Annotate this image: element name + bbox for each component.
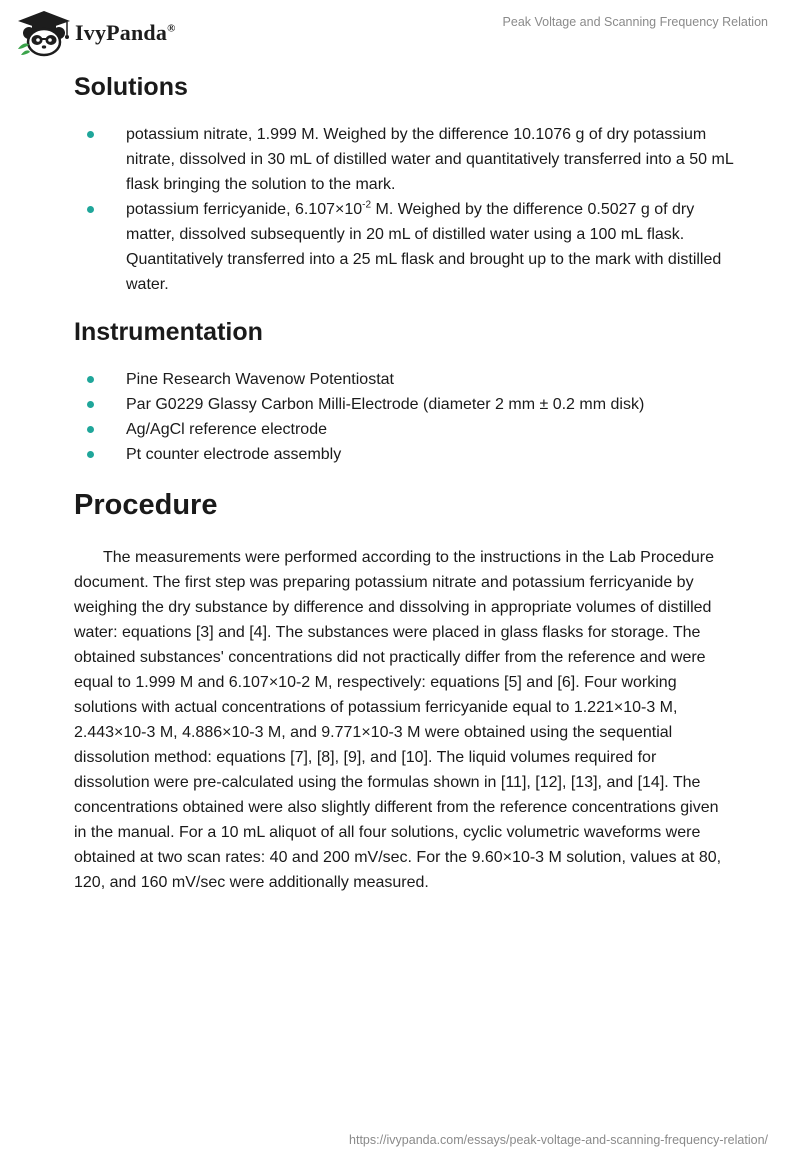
page-header	[0, 0, 800, 60]
source-url[interactable]: https://ivypanda.com/essays/peak-voltage-and-scanning-frequency-relation/	[349, 1133, 768, 1147]
registered-mark: ®	[167, 22, 176, 35]
instrumentation-heading: Instrumentation	[74, 318, 263, 346]
procedure-paragraph: The measurements were performed according to the instructions in the Lab Procedure document. The first step was preparing potassium nitrate and potassium ferricyanide by weighing the dry substance by difference and dissolving in appropriate volumes of distilled water: equations [3] and [4]. The substances were placed in glass flasks for storage. The obtained substances' concentrations did not practically differ from the reference and were equal to 1.999 M and 6.107×10-2 M, respectively: equations [5] and [6]. Four working solutions with actual concentrations of potassium ferricyanide equal to 1.221×10-3 M, 2.443×10-3 M, 4.886×10-3 M, and 9.771×10-3 M were obtained using the sequential dissolution method: equations [7], [8], [9], and [10]. The liquid volumes required for dissolution were pre-calculated using the formulas shown in [11], [12], [13], and [14]. The concentrations obtained were also slightly different from the reference concentrations given in the manual. For a 10 mL aliquot of all four solutions, cyclic volumetric waveforms were obtained at two scan rates: 40 and 200 mV/sec. For the 9.60×10-3 M solution, values at 80, 120, and 160 mV/sec were additionally measured.	[74, 549, 722, 891]
bullet-dot-icon	[87, 401, 94, 408]
solutions-list	[74, 122, 734, 297]
list-item	[74, 197, 734, 297]
procedure-heading: Procedure	[74, 489, 218, 521]
list-item-text: Ag/AgCl reference electrode	[126, 421, 327, 438]
document-title: Peak Voltage and Scanning Frequency Relation	[502, 15, 768, 29]
list-item	[74, 122, 734, 197]
bullet-dot-icon	[87, 376, 94, 383]
brand-name: IvyPanda®	[75, 20, 176, 45]
bullet-dot-icon	[87, 451, 94, 458]
bullet-dot-icon	[87, 426, 94, 433]
list-item-text-end: M. Weighed by the difference 0.5027 g of dry matter, dissolved subsequently in 20 mL of distilled water using a 100 mL flask. Quantitatively transferred into a 25 mL flask and brought up to the mark with distilled water.	[126, 201, 722, 293]
list-item	[74, 367, 734, 392]
list-item-text-start: potassium ferricyanide, 6.107×10	[126, 201, 363, 218]
list-item-text: potassium nitrate, 1.999 M. Weighed by the difference 10.1076 g of dry potassium nitrate, dissolved in 30 mL of distilled water and quantitatively transferred into a 50 mL flask bringing the solution to the mark.	[126, 126, 734, 193]
list-item-text: Pine Research Wavenow Potentiostat	[126, 371, 394, 388]
panda-graduate-logo-icon	[15, 9, 73, 57]
instrumentation-list	[74, 367, 734, 467]
ivypanda-logo[interactable]	[15, 9, 176, 57]
list-item	[74, 417, 734, 442]
bullet-dot-icon	[87, 206, 94, 213]
list-item-text: Par G0229 Glassy Carbon Milli-Electrode (diameter 2 mm ± 0.2 mm disk)	[126, 396, 645, 413]
list-item	[74, 392, 734, 417]
essay-content	[74, 70, 734, 895]
list-item	[74, 442, 734, 467]
bullet-dot-icon	[87, 131, 94, 138]
solutions-heading: Solutions	[74, 73, 188, 101]
exponent: -2	[362, 199, 372, 211]
list-item-text: Pt counter electrode assembly	[126, 446, 342, 463]
